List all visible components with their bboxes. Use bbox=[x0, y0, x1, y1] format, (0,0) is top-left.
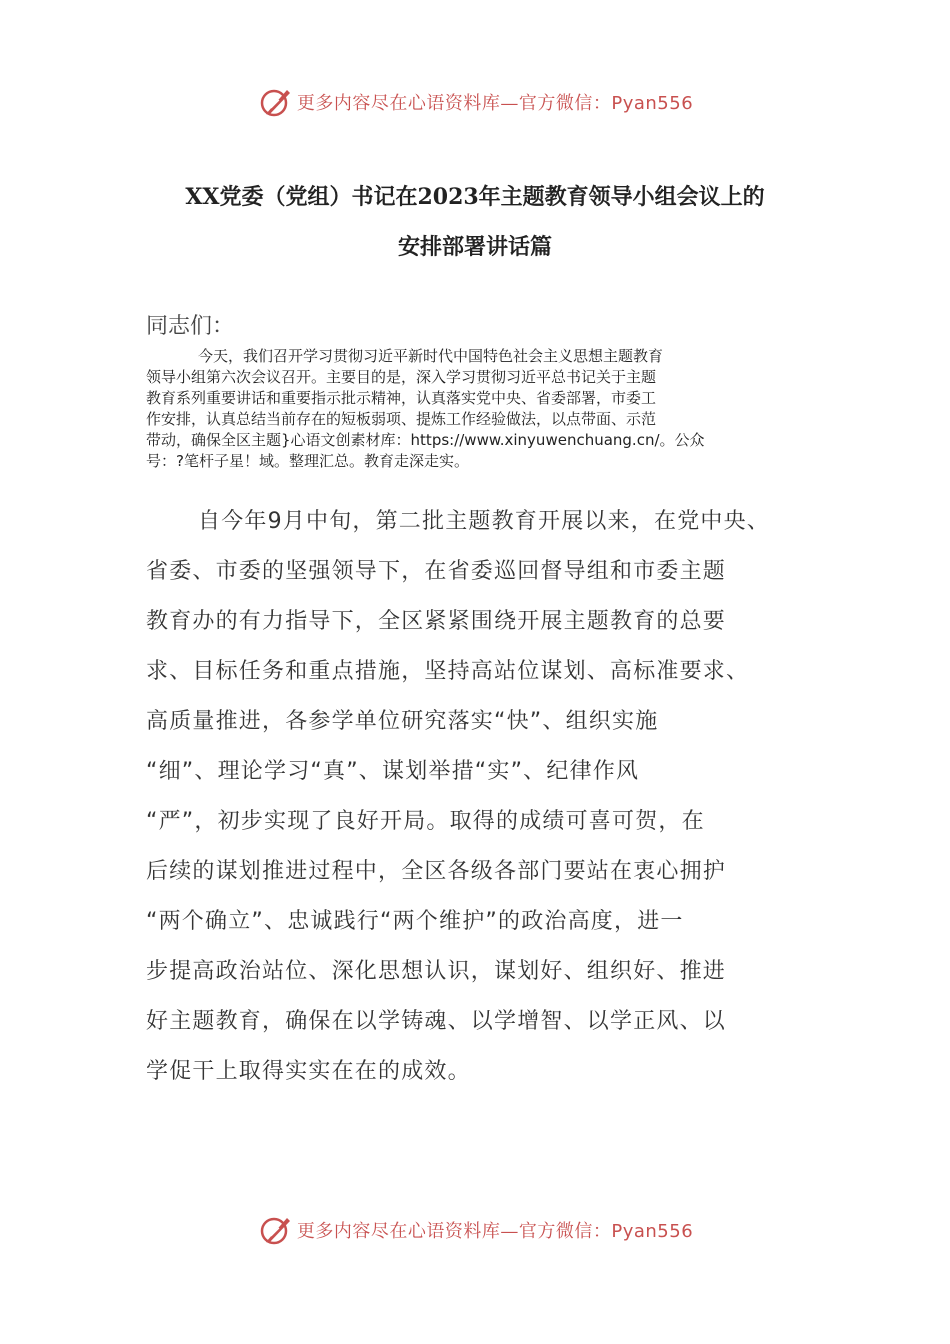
paragraph-line: 后续的谋划推进过程中，全区各级各部门要站在衷心拥护 bbox=[146, 859, 727, 884]
paragraph-line: “严”，初步实现了良好开局。取得的成绩可喜可贺，在 bbox=[146, 809, 705, 834]
banner-wechat-id: Pyan556 bbox=[611, 1221, 694, 1242]
footer-banner bbox=[0, 1210, 950, 1250]
paragraph-line: 作安排，认真总结当前存在的短板弱项、提炼工作经验做法，以点带面、示范 bbox=[146, 410, 657, 428]
document-title-line-2: 安排部署讲话篇 bbox=[397, 234, 552, 260]
paragraph-line: 省委、市委的坚强领导下，在省委巡回督导组和市委主题 bbox=[146, 559, 727, 584]
paragraph-line: 带动，确保全区主题}心语文创素材库：https://www.xinyuwenchuang.cn/。公众 bbox=[146, 431, 705, 449]
document-title-line-1: XX党委（党组）书记在2023年主题教育领导小组会议上的 bbox=[185, 184, 765, 210]
opening-paragraph bbox=[146, 346, 806, 472]
paragraph-line: 好主题教育，确保在以学铸魂、以学增智、以学正风、以 bbox=[146, 1009, 727, 1034]
paragraph-line: 步提高政治站位、深化思想认识，谋划好、组织好、推进 bbox=[146, 959, 727, 984]
banner-text: 更多内容尽在心语资料库—官方微信：Pyan556 bbox=[296, 93, 694, 114]
paragraph-line: 领导小组第六次会议召开。主要目的是，深入学习贯彻习近平总书记关于主题 bbox=[146, 368, 657, 386]
main-paragraph bbox=[146, 502, 846, 1102]
paragraph-line: 教育系列重要讲话和重要指示批示精神，认真落实党中央、省委部署，市委工 bbox=[146, 389, 657, 407]
banner-text: 更多内容尽在心语资料库—官方微信：Pyan556 bbox=[296, 1221, 694, 1242]
paragraph-line: “两个确立”、忠诚践行“两个维护”的政治高度，进一 bbox=[146, 909, 684, 934]
paragraph-line: 教育办的有力指导下，全区紧紧围绕开展主题教育的总要 bbox=[146, 609, 727, 634]
paragraph-line: 学促干上取得实实在在的成效。 bbox=[146, 1059, 471, 1084]
salutation: 同志们： bbox=[146, 314, 235, 339]
paragraph-line: 今天，我们召开学习贯彻习近平新时代中国特色社会主义思想主题教育 bbox=[198, 347, 664, 365]
quill-pen-icon bbox=[257, 84, 293, 120]
paragraph-line: 号：?笔杆子星！域。整理汇总。教育走深走实。 bbox=[146, 452, 469, 470]
banner-wechat-id: Pyan556 bbox=[611, 93, 694, 114]
paragraph-line: 求、目标任务和重点措施，坚持高站位谋划、高标准要求、 bbox=[146, 659, 750, 684]
paragraph-line: “细”、理论学习“真”、谋划举措“实”、纪律作风 bbox=[146, 759, 640, 784]
header-banner bbox=[0, 82, 950, 122]
quill-pen-icon bbox=[257, 1212, 293, 1248]
paragraph-line: 高质量推进，各参学单位研究落实“快”、组织实施 bbox=[146, 709, 659, 734]
paragraph-line: 自今年9月中旬，第二批主题教育开展以来，在党中央、 bbox=[198, 509, 770, 534]
